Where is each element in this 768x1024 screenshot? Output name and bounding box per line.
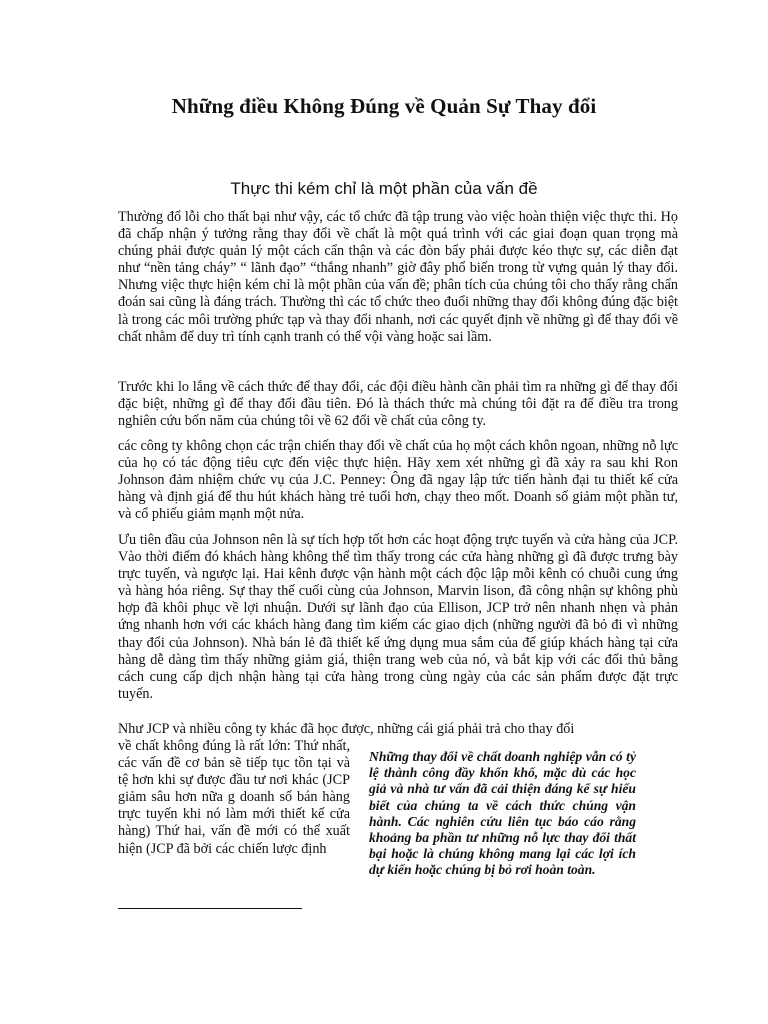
paragraph-3: các công ty không chọn các trận chiến thay đổi về chất của họ một cách khôn ngoan, những nỗ lực của họ có tác động tiêu cực đến việc thực hiện. Hãy xem xét những gì đã xảy ra sau khi Ron Johnson đảm nhiệm chức vụ của J.C. Penney: Ông đã ngay lập tức tiến hành đại tu thiết kế cửa hàng và định giá để thu hút khách hàng trẻ tuổi hơn, chạy theo mốt. Doanh số giảm một phần tư, và cổ phiếu giảm mạnh một nửa. [118,438,678,523]
paragraph-5: Như JCP và nhiều công ty khác đã học được, những cái giá phải trả cho thay đổi [118,721,575,737]
paragraph-4: Ưu tiên đầu của Johnson nên là sự tích hợp tốt hơn các hoạt động trực tuyến và cửa hàng của JCP. Vào thời điểm đó khách hàng không thể tìm thấy trong các cửa hàng những gì đã được trưng bày trực tuyến, và ngược lại. Hai kênh được vận hành một cách độc lập mỗi kênh có chuỗi cung ứng và hàng hóa riêng. Sự thay thế cuối cùng của Johnson, Marvin lison, đã công nhận sự không phù hợp đã khôi phục về lợi nhuận. Dưới sự lãnh đạo của Ellison, JCP trở nên nhanh nhẹn và phản ứng nhanh hơn với các khách hàng đang tìm kiếm các giao dịch (những người đã bỏ đi vì những thay đổi của Johnson). Nhà bán lẻ đã thiết kế ứng dụng mua sắm của để giúp khách hàng tại cửa hàng dễ dàng tìm thấy những giảm giá, thiện trang web của nó, và bắt kịp với các đối thủ bằng cách cung cấp dịch nhận hàng tại cửa hàng trong cùng ngày của các sản phẩm được đặt trực tuyến. [118,532,678,702]
pull-quote: Những thay đổi về chất doanh nghiệp vẫn có tỷ lệ thành công đầy khốn khổ, mặc dù các học giả và nhà tư vấn đã cải thiện đáng kể sự hiểu biết của chúng ta về cách thức chúng vận hành. Các nghiên cứu liên tục báo cáo rằng khoảng ba phần tư những nỗ lực thay đổi thất bại hoặc là chúng không mang lại các lợi ích dự kiến hoặc chúng bị bỏ rơi hoàn toàn. [369,749,636,878]
section-subtitle: Thực thi kém chỉ là một phần của vấn đề [230,179,538,198]
paragraph-1: Thường đổ lỗi cho thất bại như vậy, các tổ chức đã tập trung vào việc hoàn thiện việc thực thi. Họ đã chấp nhận ý tưởng rằng thay đổi về chất là một quá trình với các giai đoạn quan trọng mà chúng phải được quản lý một cách cẩn thận và các đòn bẩy phải được kéo thực sự, các diễn đạt như “nền tảng cháy” “ lãnh đạo” “thắng nhanh” giờ đây phổ biến trong từ vựng quản lý thay đổi. Nhưng việc thực hiện kém chỉ là một phần của vấn đề; phân tích của chúng tôi cho thấy rằng chẩn đoán sai cũng là đáng trách. Thường thì các tổ chức theo đuổi những thay đổi không đúng đặc biệt là trong các môi trường phức tạp và thay đổi nhanh, nơi các quyết định về những gì để thay đổi về chất nhằm để duy trì tính cạnh tranh có thể vội vàng hoặc sai lầm. [118,209,678,345]
page-title: Những điều Không Đúng về Quản Sự Thay đổi [171,94,597,118]
footnote-divider [118,908,302,909]
narrow-column-text: về chất không đúng là rất lớn: Thứ nhất, các vấn đề cơ bản sẽ tiếp tục tồn tại và tệ hơn khi sự được đầu tư nơi khác (JCP giảm sâu hơn nữa g doanh số bán hàng trực tuyến khi nó làm mới thiết kế cửa hàng) Thứ hai, vấn đề mới có thể xuất hiện (JCP đã bởi các chiến lược định [118,738,350,857]
paragraph-2: Trước khi lo lắng về cách thức để thay đổi, các đội điều hành cần phải tìm ra những gì để thay đổi đặc biệt, những gì để thay đổi đầu tiên. Đó là thách thức mà chúng tôi đặt ra để điều tra trong nghiên cứu bốn năm của chúng tôi về 62 đổi về chất của công ty. [118,379,678,430]
